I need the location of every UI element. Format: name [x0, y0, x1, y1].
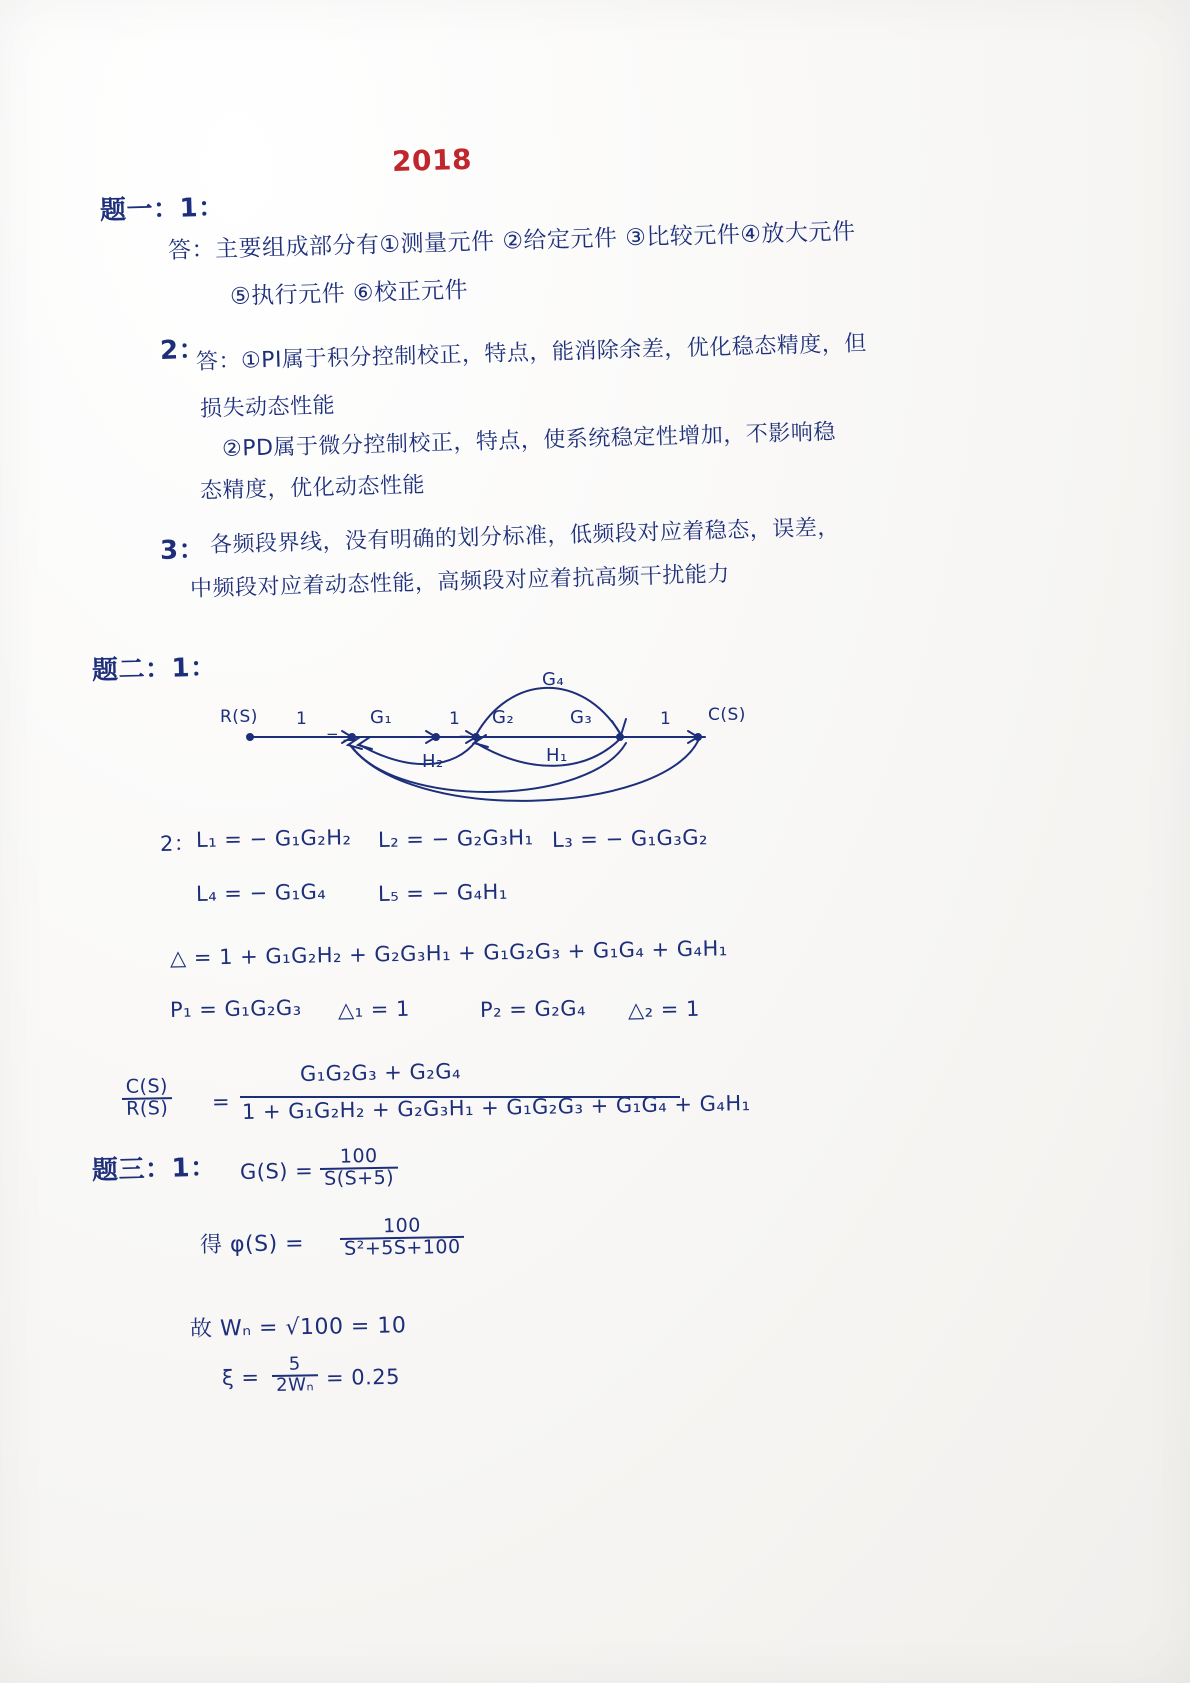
- loop-l1: [196, 825, 352, 852]
- q3-line2-num: 100: [382, 1214, 422, 1238]
- q3-line1-den: S(S+5): [320, 1167, 398, 1190]
- q1-answer-line-1: 答：主要组成部分有①测量元件 ②给定元件 ③比较元件④放大元件: [167, 218, 856, 264]
- question-1-heading: 题一：1：: [99, 192, 226, 226]
- q3-line2-den: S²+5S+100: [340, 1236, 465, 1260]
- path-delta2-name: △₂: [627, 997, 654, 1022]
- q3-line2-fraction: [340, 1216, 465, 1260]
- path-p2-value: = G₂G₄: [509, 996, 587, 1022]
- path-delta1: [338, 997, 410, 1022]
- diagram-input-label: R(S): [220, 707, 258, 727]
- loop-l1-value: = − G₁G₂H₂: [224, 825, 352, 852]
- q3-line4-label: ξ =: [221, 1365, 260, 1390]
- path-outer-feedback: [350, 741, 698, 801]
- transfer-equals: =: [211, 1089, 231, 1114]
- q3-line4-fraction: [272, 1355, 319, 1396]
- diagram-gain-3: 1: [660, 709, 672, 729]
- diagram-block-g3: G₃: [570, 707, 593, 728]
- arrow-g4: [612, 719, 626, 735]
- diagram-gain-1: 1: [296, 709, 308, 729]
- path-delta2: [628, 997, 700, 1022]
- loop-l5-name: L₅: [377, 881, 400, 906]
- node-b: [433, 734, 439, 740]
- q3-line1-label: G(S) =: [239, 1158, 314, 1184]
- loops-label: 2：: [159, 831, 196, 856]
- transfer-lhs-num: C(S): [125, 1075, 169, 1098]
- year-label: 2018: [391, 142, 473, 178]
- loop-l1-name: L₁: [195, 827, 218, 852]
- q1-2-line-3: ②PD属于微分控制校正，特点，使系统稳定性增加，不影响稳: [221, 419, 837, 462]
- diagram-sign-3: −: [458, 727, 472, 745]
- diagram-block-g4: G₄: [542, 669, 565, 690]
- diagram-gain-2: 1: [449, 709, 461, 729]
- path-delta1-value: = 1: [370, 996, 411, 1022]
- diagram-feedback-h2: H₂: [422, 751, 444, 772]
- q1-2-line-1: 答：①PI属于积分控制校正，特点，能消除余差，优化稳态精度，但: [195, 331, 868, 375]
- q3-line1-fraction: [320, 1144, 399, 1190]
- loop-l5: [378, 880, 508, 906]
- node-input: [247, 734, 253, 740]
- q3-line4-result: = 0.25: [325, 1364, 401, 1390]
- node-output: [695, 734, 701, 740]
- diagram-sign-2: −: [342, 731, 356, 749]
- q3-line2-label: 得 φ(S) =: [199, 1231, 305, 1258]
- q1-2-line-4: 态精度，优化动态性能: [199, 472, 426, 504]
- diagram-block-g2: G₂: [492, 707, 515, 728]
- q1-3-line-1: 各频段界线，没有明确的划分标准，低频段对应着稳态，误差，: [209, 515, 841, 558]
- loop-l2-name: L₂: [377, 827, 400, 852]
- question-1-2-heading: 2：: [159, 334, 206, 366]
- loop-l3: [552, 825, 708, 852]
- q3-line3: 故 Wₙ = √100 = 10: [189, 1313, 407, 1342]
- path-delta2-value: = 1: [660, 996, 701, 1022]
- path-p1-value: = G₁G₂G₃: [199, 995, 302, 1022]
- q3-line1-num: 100: [339, 1144, 378, 1168]
- signal-flow-graph: [220, 665, 790, 805]
- question-3-heading: 题三：1：: [91, 1152, 218, 1186]
- q3-line4-den: 2Wₙ: [272, 1374, 318, 1396]
- q1-2-line-2: 损失动态性能: [199, 393, 336, 422]
- transfer-rhs-num: G₁G₂G₃ + G₂G₄: [299, 1059, 462, 1086]
- delta-expression: △ = 1 + G₁G₂H₂ + G₂G₃H₁ + G₁G₂G₃ + G₁G₄ + G₄H₁: [169, 936, 728, 970]
- q1-3-line-2: 中频段对应着动态性能，高频段对应着抗高频干扰能力: [189, 561, 731, 602]
- diagram-block-g1: G₁: [370, 707, 393, 728]
- diagram-sign-1: −: [326, 725, 340, 743]
- loop-l4-value: = − G₁G₄: [224, 879, 327, 906]
- transfer-rhs-den: 1 + G₁G₂H₂ + G₂G₃H₁ + G₁G₂G₃ + G₁G₄ + G₄H₁: [241, 1091, 751, 1124]
- loop-l2: [378, 825, 534, 852]
- diagram-output-label: C(S): [708, 705, 746, 725]
- question-2-heading: 题二：1：: [91, 652, 218, 686]
- question-1-3-heading: 3：: [159, 534, 206, 566]
- path-p2-name: P₂: [479, 997, 503, 1022]
- loop-l5-value: = − G₄H₁: [406, 879, 508, 906]
- diagram-feedback-h1: H₁: [546, 745, 568, 766]
- arrow-h2: [358, 737, 372, 749]
- transfer-function-lhs: [122, 1077, 173, 1120]
- q1-answer-line-2: ⑤执行元件 ⑥校正元件: [229, 277, 469, 310]
- transfer-lhs-den: R(S): [122, 1097, 173, 1120]
- path-delta1-name: △₁: [337, 997, 364, 1022]
- loop-l3-name: L₃: [551, 827, 574, 852]
- loop-l4: [196, 880, 327, 906]
- loop-l4-name: L₄: [195, 881, 218, 906]
- q3-line4-num: 5: [288, 1353, 301, 1375]
- loop-l2-value: = − G₂G₃H₁: [406, 825, 534, 852]
- loop-l3-value: = − G₁G₃G₂: [580, 825, 709, 852]
- path-p1: [170, 996, 302, 1022]
- path-p1-name: P₁: [169, 997, 193, 1022]
- path-p2: [480, 996, 586, 1022]
